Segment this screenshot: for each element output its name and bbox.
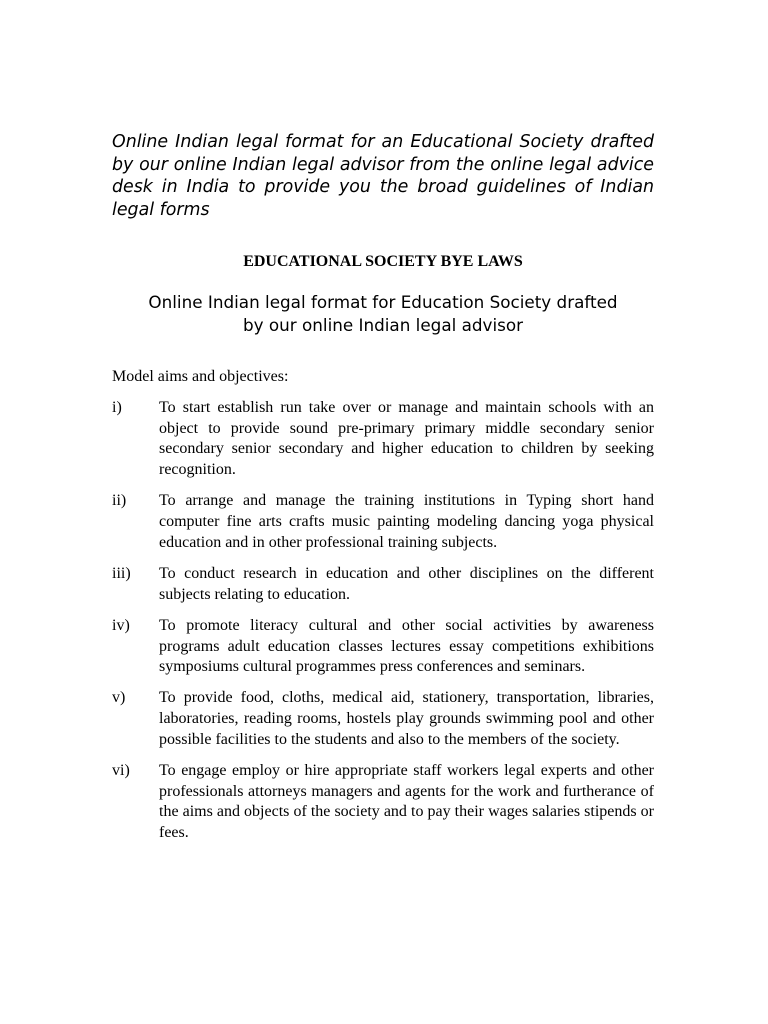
objective-item: [112, 688, 654, 750]
objective-number: ii): [112, 492, 127, 510]
objective-item: [112, 761, 654, 844]
objective-text: To arrange and manage the training institutions in Typing short hand computer fine arts crafts music painting modeling dancing yoga physical education and in other professional training subjects.: [159, 492, 654, 551]
objectives-list: [112, 398, 654, 854]
objective-number: iii): [112, 564, 131, 582]
objective-item: [112, 616, 654, 678]
subtitle-line-1: Online Indian legal format for Education Society drafted: [148, 292, 618, 312]
objective-text: To engage employ or hire appropriate staff workers legal experts and other professionals attorneys managers and agents for the work and furtherance of the aims and objects of the society and to pay their wages salaries stipends or fees.: [159, 762, 654, 842]
subtitle-line-2: by our online Indian legal advisor: [242, 314, 524, 335]
objective-number: iv): [112, 616, 130, 634]
objective-number: vi): [112, 762, 130, 780]
objective-number: v): [112, 689, 126, 707]
objective-item: [112, 491, 654, 553]
document-title: EDUCATIONAL SOCIETY BYE LAWS: [243, 253, 523, 270]
intro-paragraph: Online Indian legal format for an Educational Society drafted by our online Indian legal advisor from the online legal advice desk in India to provide you the broad guidelines of Indian legal forms: [112, 132, 654, 220]
objective-item: [112, 398, 654, 481]
objective-text: To conduct research in education and other disciplines on the different subjects relating to education.: [159, 564, 654, 603]
objective-text: To start establish run take over or manage and maintain schools with an object to provide sound pre-primary primary middle secondary senior secondary senior secondary and higher education to children by seeking recognition.: [159, 399, 654, 479]
objective-number: i): [112, 399, 122, 416]
objective-text: To promote literacy cultural and other social activities by awareness programs adult education classes lectures essay competitions exhibitions symposiums cultural programmes press conferences and seminars.: [159, 616, 654, 676]
document-subtitle: [112, 291, 654, 336]
objective-item: [112, 564, 654, 605]
aims-heading: Model aims and objectives:: [112, 368, 289, 385]
objective-text: To provide food, cloths, medical aid, stationery, transportation, libraries, laboratories, reading rooms, hostels play grounds swimming pool and other possible facilities to the students and also to the members of the society.: [159, 689, 654, 748]
